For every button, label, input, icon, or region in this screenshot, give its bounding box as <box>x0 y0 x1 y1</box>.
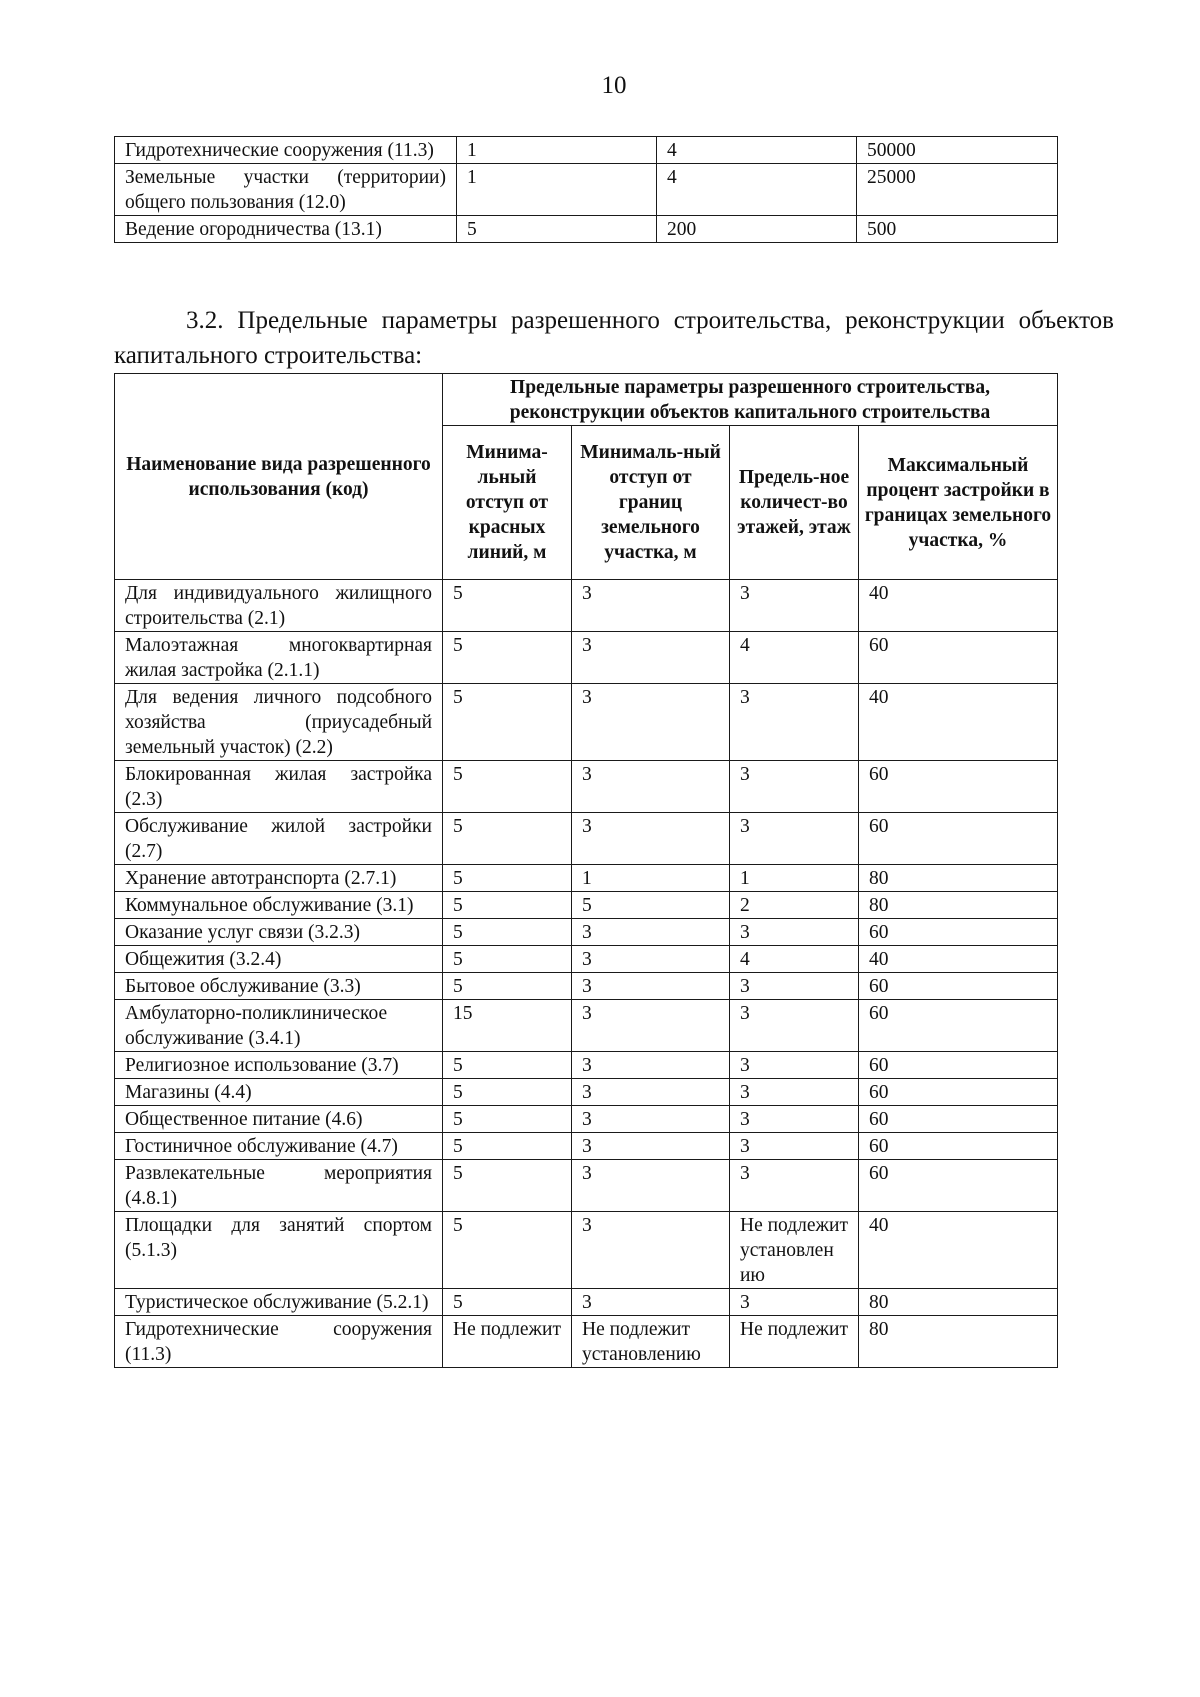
land-use-name-cell: Ведение огородничества (13.1) <box>115 216 457 243</box>
table-cell: 5 <box>443 632 572 684</box>
table-cell: 3 <box>730 1079 859 1106</box>
table-cell: 60 <box>859 1052 1058 1079</box>
page-number: 10 <box>601 72 627 99</box>
table-row <box>115 761 1058 813</box>
table-row <box>115 137 1058 164</box>
table-row <box>115 1160 1058 1212</box>
column-header-red-line-setback: Минима-льный отступ от красных линий, м <box>443 426 572 580</box>
table-cell: 3 <box>730 580 859 632</box>
column-group-header: Предельные параметры разрешенного строительства, реконструкции объектов капитального строительства <box>443 374 1058 426</box>
table-cell: 4 <box>730 946 859 973</box>
table-cell: 3 <box>572 1052 730 1079</box>
land-use-name-cell: Туристическое обслуживание (5.2.1) <box>115 1289 443 1316</box>
table-row <box>115 1000 1058 1052</box>
table-cell: 5 <box>443 946 572 973</box>
land-use-name-cell: Религиозное использование (3.7) <box>115 1052 443 1079</box>
table-cell: 5 <box>443 973 572 1000</box>
table-cell: 40 <box>859 1212 1058 1289</box>
land-use-name-cell: Общежития (3.2.4) <box>115 946 443 973</box>
table-cell: Не подлежит установлен ию <box>730 1212 859 1289</box>
table-cell: 3 <box>572 632 730 684</box>
land-use-name-cell: Развлекательные мероприятия (4.8.1) <box>115 1160 443 1212</box>
table-cell: 3 <box>572 1160 730 1212</box>
land-use-name-cell: Малоэтажная многоквартирная жилая застройка (2.1.1) <box>115 632 443 684</box>
table-cell: 5 <box>572 892 730 919</box>
table-cell: 60 <box>859 632 1058 684</box>
table-row <box>115 632 1058 684</box>
column-header-boundary-setback: Минималь-ный отступ от границ земельного участка, м <box>572 426 730 580</box>
table-row <box>115 1133 1058 1160</box>
table-row <box>115 1079 1058 1106</box>
table-cell: 80 <box>859 1316 1058 1368</box>
table-cell: 60 <box>859 761 1058 813</box>
table-cell: 50000 <box>857 137 1058 164</box>
table-cell: 3 <box>572 946 730 973</box>
table-cell: 3 <box>572 973 730 1000</box>
table-cell: 3 <box>730 1106 859 1133</box>
table-cell: 3 <box>572 1133 730 1160</box>
table-cell: 3 <box>572 1289 730 1316</box>
table-cell: 3 <box>572 813 730 865</box>
table-row <box>115 1106 1058 1133</box>
land-use-name-cell: Коммунальное обслуживание (3.1) <box>115 892 443 919</box>
table-cell: 1 <box>730 865 859 892</box>
table-cell: 60 <box>859 813 1058 865</box>
table-cell: 4 <box>657 164 857 216</box>
table-row <box>115 892 1058 919</box>
table-cell: 5 <box>443 1106 572 1133</box>
table-row <box>115 865 1058 892</box>
table-cell: 3 <box>730 1133 859 1160</box>
table-cell: 3 <box>730 1052 859 1079</box>
table-cell: 5 <box>443 761 572 813</box>
table-cell: 4 <box>730 632 859 684</box>
land-use-name-cell: Площадки для занятий спортом (5.1.3) <box>115 1212 443 1289</box>
table-cell: 4 <box>657 137 857 164</box>
column-header-coverage-percent: Максимальный процент застройки в границах земельного участка, % <box>859 426 1058 580</box>
table-row <box>115 164 1058 216</box>
table-cell: 3 <box>572 919 730 946</box>
table-row <box>115 580 1058 632</box>
table-cell: 60 <box>859 1000 1058 1052</box>
table-cell: 3 <box>572 580 730 632</box>
land-use-name-cell: Обслуживание жилой застройки (2.7) <box>115 813 443 865</box>
table-cell: 5 <box>443 919 572 946</box>
table-cell: Не подлежит <box>443 1316 572 1368</box>
table-cell: 15 <box>443 1000 572 1052</box>
table-cell: 500 <box>857 216 1058 243</box>
table-cell: 3 <box>572 684 730 761</box>
table-row <box>115 1289 1058 1316</box>
table-cell: 3 <box>730 1289 859 1316</box>
table-cell: 5 <box>443 684 572 761</box>
table-cell: 5 <box>443 1289 572 1316</box>
table-cell: 200 <box>657 216 857 243</box>
land-plot-size-table <box>114 136 1058 243</box>
table-cell: 3 <box>572 1079 730 1106</box>
table-cell: 40 <box>859 580 1058 632</box>
land-use-name-cell: Амбулаторно-поликлиническое обслуживание (3.4.1) <box>115 1000 443 1052</box>
table-cell: 3 <box>730 761 859 813</box>
table-row <box>115 1052 1058 1079</box>
table-cell: 3 <box>730 1160 859 1212</box>
land-use-name-cell: Хранение автотранспорта (2.7.1) <box>115 865 443 892</box>
land-use-name-cell: Гидротехнические сооружения (11.3) <box>115 1316 443 1368</box>
table-cell: 1 <box>572 865 730 892</box>
table-cell: 80 <box>859 892 1058 919</box>
table-cell: 80 <box>859 865 1058 892</box>
table-cell: 25000 <box>857 164 1058 216</box>
table-cell: 5 <box>443 1133 572 1160</box>
land-use-name-cell: Блокированная жилая застройка (2.3) <box>115 761 443 813</box>
table-row <box>115 684 1058 761</box>
table-cell: 60 <box>859 1079 1058 1106</box>
table-cell: 5 <box>443 1160 572 1212</box>
table-cell: 3 <box>730 973 859 1000</box>
table-row <box>115 1212 1058 1289</box>
land-use-name-cell: Гостиничное обслуживание (4.7) <box>115 1133 443 1160</box>
construction-parameters-table <box>114 373 1058 1368</box>
table-cell: 3 <box>730 919 859 946</box>
land-use-name-cell: Земельные участки (территории) общего пользования (12.0) <box>115 164 457 216</box>
table-cell: 60 <box>859 919 1058 946</box>
land-use-name-cell: Оказание услуг связи (3.2.3) <box>115 919 443 946</box>
table-cell: 3 <box>572 761 730 813</box>
table-row <box>115 813 1058 865</box>
table-cell: 80 <box>859 1289 1058 1316</box>
table-cell: 3 <box>572 1106 730 1133</box>
table-cell: 60 <box>859 973 1058 1000</box>
land-use-name-cell: Магазины (4.4) <box>115 1079 443 1106</box>
column-header-name: Наименование вида разрешенного использования (код) <box>115 374 443 580</box>
table-cell: 5 <box>443 1079 572 1106</box>
table-cell: 3 <box>572 1000 730 1052</box>
table-row <box>115 973 1058 1000</box>
table-cell: 5 <box>443 892 572 919</box>
section-heading: 3.2. Предельные параметры разрешенного строительства, реконструкции объектов капитального строительства: <box>114 307 1114 369</box>
table-cell: 5 <box>443 1212 572 1289</box>
land-use-name-cell: Бытовое обслуживание (3.3) <box>115 973 443 1000</box>
table-cell: Не подлежит <box>730 1316 859 1368</box>
table-cell: 5 <box>443 865 572 892</box>
table-cell: 60 <box>859 1133 1058 1160</box>
table-cell: Не подлежит установлению <box>572 1316 730 1368</box>
land-use-name-cell: Для индивидуального жилищного строительства (2.1) <box>115 580 443 632</box>
column-header-floors: Предель-ное количест-во этажей, этаж <box>730 426 859 580</box>
land-use-name-cell: Общественное питание (4.6) <box>115 1106 443 1133</box>
table-cell: 5 <box>443 1052 572 1079</box>
table-row <box>115 919 1058 946</box>
land-use-name-cell: Для ведения личного подсобного хозяйства (приусадебный земельный участок) (2.2) <box>115 684 443 761</box>
table-cell: 60 <box>859 1106 1058 1133</box>
table-cell: 60 <box>859 1160 1058 1212</box>
table-cell: 2 <box>730 892 859 919</box>
table-row <box>115 1316 1058 1368</box>
table-cell: 3 <box>572 1212 730 1289</box>
table-cell: 40 <box>859 684 1058 761</box>
table-cell: 3 <box>730 1000 859 1052</box>
table-cell: 1 <box>457 164 657 216</box>
table-row <box>115 216 1058 243</box>
table-cell: 3 <box>730 813 859 865</box>
table-cell: 1 <box>457 137 657 164</box>
table-cell: 3 <box>730 684 859 761</box>
table-row <box>115 946 1058 973</box>
table-cell: 5 <box>443 813 572 865</box>
table-cell: 5 <box>457 216 657 243</box>
table-cell: 40 <box>859 946 1058 973</box>
land-use-name-cell: Гидротехнические сооружения (11.3) <box>115 137 457 164</box>
table-cell: 5 <box>443 580 572 632</box>
